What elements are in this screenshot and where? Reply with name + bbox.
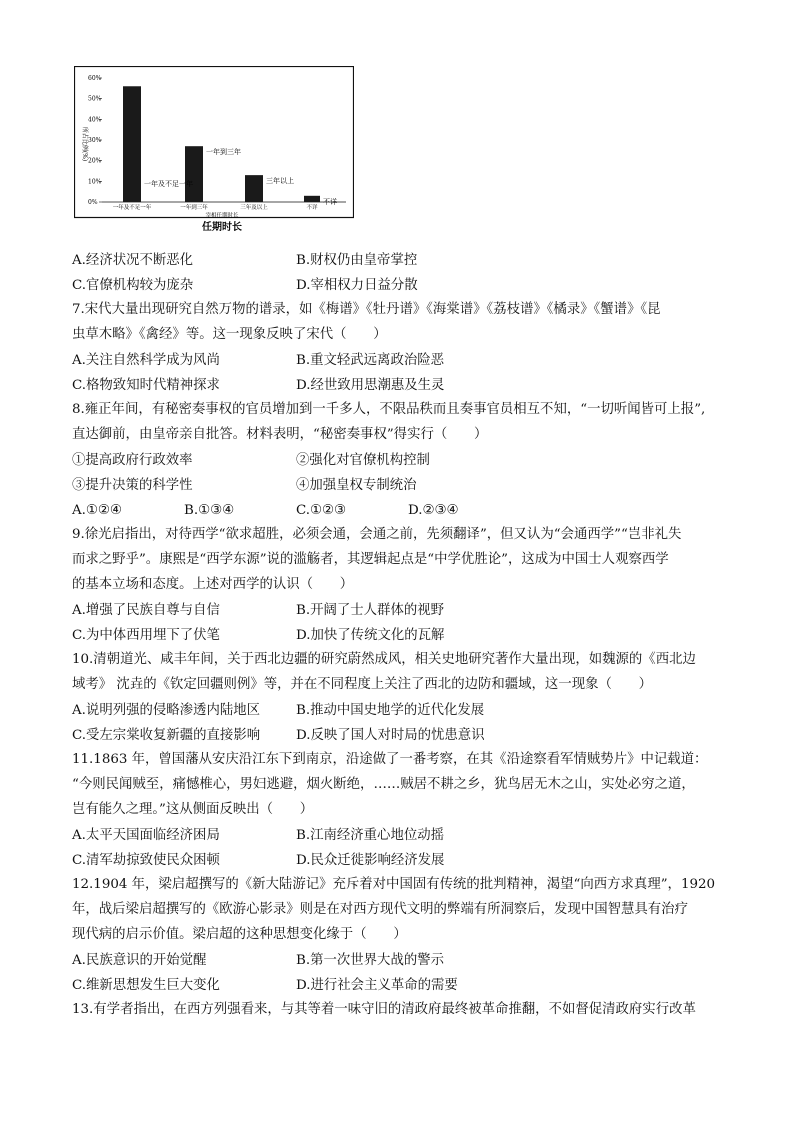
q10-option-d[interactable]: D.反映了国人对时局的忧患意识 (296, 728, 485, 743)
y-tick-label: 60% (88, 75, 102, 82)
q11-option-a[interactable]: A.太平天国面临经济困局 (72, 828, 220, 843)
q10-stem-line-2: 域考》 沈垚的《钦定回疆则例》等，并在不同程度上关注了西北的边防和疆域，这一现象（ ） (72, 677, 653, 692)
q11-option-d[interactable]: D.民众迁徙影响经济发展 (296, 853, 445, 868)
y-tick-label: 20% (88, 157, 102, 165)
x-category-label: 一年到三年 (180, 205, 208, 211)
y-tick-label: 10% (88, 178, 102, 186)
q6-option-d[interactable]: D.宰相权力日益分散 (296, 278, 418, 293)
y-tick-label: 30% (88, 137, 102, 144)
bar-2 (185, 146, 203, 202)
y-tick-label: 50% (88, 95, 102, 103)
y-tick-label: 0% (88, 199, 98, 206)
q12-stem-line-1: 12.1904 年，梁启超撰写的《新大陆游记》充斥着对中国固有传统的批判精神，渴望“向西方求真理”，1920 (72, 877, 716, 892)
y-axis-label: 所占比例(%) (81, 126, 88, 162)
x-category-label: 一年及不足一年 (112, 205, 152, 211)
bar-4 (304, 196, 320, 202)
q9-stem-line-2: 而求之野乎”。康熙是“西学东源”说的滥觞者，其逻辑起点是“中学优胜论”，这成为中国士人观察西学 (72, 552, 669, 567)
q8-stem-line-2: 直达御前，由皇帝亲自批答。材料表明，“秘密奏事权”得实行（ ） (72, 427, 488, 442)
q7-stem-line-2: 虫草木略》《禽经》等。这一现象反映了宋代（ ） (72, 327, 387, 342)
q10-stem-line-1: 10.清朝道光、咸丰年间，关于西北边疆的研究蔚然成风，相关史地研究著作大量出现，如魏源的《西北边 (72, 652, 696, 667)
q8-option-a[interactable]: A.①②④ (72, 503, 122, 518)
q12-option-d[interactable]: D.进行社会主义革命的需要 (296, 978, 458, 993)
q6-option-c[interactable]: C.官僚机构较为庞杂 (72, 278, 194, 293)
q9-option-a[interactable]: A.增强了民族自尊与自信 (72, 603, 220, 618)
q9-stem-line-1: 9.徐光启指出，对待西学“欲求超胜，必须会通，会通之前，先须翻译”，但又认为“会通西学”“岂非礼失 (72, 527, 682, 542)
bar-1 (123, 86, 141, 202)
q8-statement-4: ④加强皇权专制统治 (296, 478, 417, 493)
bar-annotation: 一年及不足一年 (144, 180, 193, 188)
q8-option-d[interactable]: D.②③④ (408, 503, 459, 518)
bar-annotation: 三年以上 (266, 177, 294, 186)
x-category-label: 三年及以上 (240, 205, 268, 211)
q9-option-b[interactable]: B.开阔了士人群体的视野 (296, 603, 445, 618)
chart-svg (74, 66, 354, 232)
q8-statement-3: ③提升决策的科学性 (72, 478, 193, 493)
q11-option-c[interactable]: C.清军劫掠致使民众困顿 (72, 853, 220, 868)
bar-annotation: 不详 (323, 197, 337, 206)
tenure-bar-chart (74, 66, 354, 232)
q9-option-d[interactable]: D.加快了传统文化的瓦解 (296, 628, 445, 643)
q12-option-b[interactable]: B.第一次世界大战的警示 (296, 953, 445, 968)
q11-option-b[interactable]: B.江南经济重心地位动摇 (296, 828, 445, 843)
q8-option-c[interactable]: C.①②③ (296, 503, 347, 518)
q7-option-a[interactable]: A.关注自然科学成为风尚 (72, 353, 220, 368)
q11-stem-line-3: 岂有能久之理。”这从侧面反映出（ ） (72, 802, 314, 817)
q6-option-a[interactable]: A.经济状况不断恶化 (72, 253, 194, 268)
q9-stem-line-3: 的基本立场和态度。上述对西学的认识（ ） (72, 577, 354, 592)
q6-option-b[interactable]: B.财权仍由皇帝掌控 (296, 253, 418, 268)
q7-option-d[interactable]: D.经世致用思潮惠及生灵 (296, 378, 445, 393)
x-sub-label: 宰相任期时长 (205, 213, 239, 219)
x-category-label: 不详 (306, 205, 318, 211)
q11-stem-line-1: 11.1863 年，曾国藩从安庆沿江东下到南京，沿途做了一番考察，在其《沿途察看军情贼势片》中记载道： (72, 752, 708, 767)
q12-option-c[interactable]: C.维新思想发生巨大变化 (72, 978, 220, 993)
q8-stem-line-1: 8.雍正年间，有秘密奏事权的官员增加到一千多人，不限品秩而且奏事官员相互不知，“一切听闻皆可上报”, (72, 402, 706, 417)
q7-option-b[interactable]: B.重文轻武远离政治险恶 (296, 353, 445, 368)
q10-option-b[interactable]: B.推动中国史地学的近代化发展 (296, 703, 485, 718)
q10-option-c[interactable]: C.受左宗棠收复新疆的直接影响 (72, 728, 261, 743)
bar-3 (245, 175, 263, 202)
y-tick-label: 40% (88, 116, 102, 124)
q12-option-a[interactable]: A.民族意识的开始觉醒 (72, 953, 207, 968)
x-axis-label: 任期时长 (202, 222, 242, 232)
q9-option-c[interactable]: C.为中体西用埋下了伏笔 (72, 628, 220, 643)
q12-stem-line-3: 现代病的启示价值。梁启超的这种思想变化缘于（ ） (72, 927, 407, 942)
q7-option-c[interactable]: C.格物致知时代精神探求 (72, 378, 220, 393)
q8-option-b[interactable]: B.①③④ (184, 503, 235, 518)
q10-option-a[interactable]: A.说明列强的侵略渗透内陆地区 (72, 703, 261, 718)
chart-frame (75, 67, 354, 218)
q7-stem-line-1: 7.宋代大量出现研究自然万物的谱录，如《梅谱》《牡丹谱》《海棠谱》《荔枝谱》《橘录》《蟹谱》《昆 (72, 302, 661, 317)
q8-statement-2: ②强化对官僚机构控制 (296, 453, 430, 468)
q12-stem-line-2: 年，战后梁启超撰写的《欧游心影录》则是在对西方现代文明的弊端有所洞察后，发现中国智慧具有治疗 (72, 902, 688, 917)
q13-stem-line-1: 13.有学者指出，在西方列强看来，与其等着一味守旧的清政府最终被革命推翻，不如督促清政府实行改革 (72, 1002, 696, 1017)
q11-stem-line-2: “今则民闻贼至，痛憾椎心，男妇逃避，烟火断绝，……贼居不耕之乡，犹鸟居无木之山，实处必穷之道， (72, 777, 695, 792)
q8-statement-1: ①提高政府行政效率 (72, 453, 193, 468)
bar-annotation: 一年到三年 (206, 148, 241, 157)
